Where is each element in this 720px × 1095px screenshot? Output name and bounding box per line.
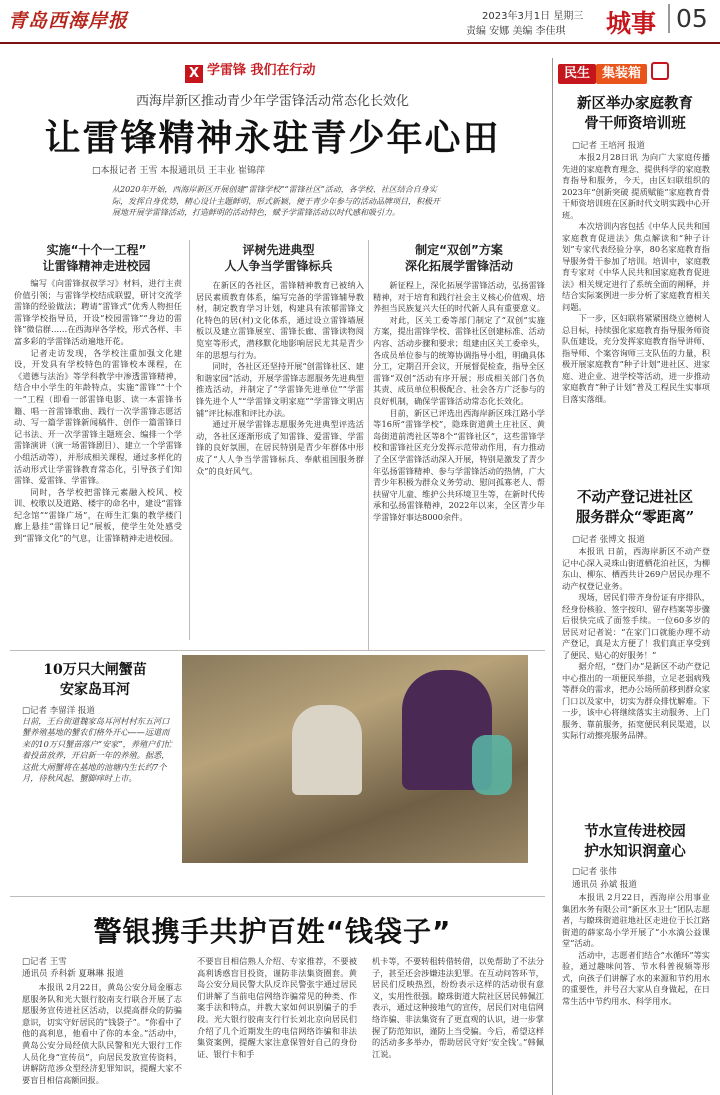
lead-subtitle: 西海岸新区推动青少年学雷锋活动常态化长效化 xyxy=(135,94,409,109)
crab-story-body: 日前，王台街道魏家岛耳河村村东五河口蟹养殖基地的蟹农们格外开心——远道而来的10万只蟹苗落户“安家”，养殖户们忙着投苗放养，开启新一年的养殖。据悉，这批大闸蟹将在基地的池塘内生长约7个月，待秋风起、蟹脚痒时上市。 xyxy=(22,716,172,784)
paragraph: 本报2月28日讯 为向广大家庭传播先进的家庭教育理念、提供科学的家庭教育指导和服务，今天，由区妇联组织的2023年“创新突破 提质赋能”家庭教育骨干师资培训班在区新时代文明实践中心开班。 xyxy=(562,152,710,220)
col3-body xyxy=(373,280,545,650)
sidebar-story2-body xyxy=(562,546,710,816)
section-divider xyxy=(10,896,545,897)
paragraph: 编写《向雷锋叔叔学习》材料，进行主责价值引领；与雷锋学校结成联盟，研讨交流学雷锋的经验做法；聘请“雷锋式”优秀人物担任雷锋学校指导员，开设“校园雷锋”“身边的雷锋”微信群……在西海岸各学校，形式各样、丰富多彩的学雷锋活动遍地开花。 xyxy=(14,278,182,346)
paragraph: 机卡等，不要转租转借转借，以免帮助了不法分子，甚至还会涉嫌违法犯罪。在互动问答环节，居民们反映热烈，纷纷表示这样的活动很有意义，实用性很强。瞭珠街道大院社区居民韩佩江表示，通过这种接地气的宣传，居民们对电信网络诈骗、非法集资有了更直观的认识，进一步掌握了防范知识，谨防上当受骗。今后，希望这样的活动多多举办，帮助居民守好‘安全钱’。”韩佩江说。 xyxy=(372,956,544,1059)
paragraph: 对此，区关工委等部门制定了“双创”实施方案，提出雷锋学校、雷锋社区创建标准、活动内容、活动步骤和要求；组建由区关工委牵头，各成员单位参与的统筹协调指导小组，明确具体分工，定期召开会议，开展督促检查，指导全区雷锋“双创”活动有序开展；形成相关部门各负其责、成员单位积极配合、社会各方广泛参与的良好机制，确保学雷锋活动常态化长效化。 xyxy=(373,314,545,406)
paragraph: 本报讯 日前，西海岸新区不动产登记中心深入灵珠山街道栖花泊社区，为柳东山、柳东、栖西共计269户居民办理不动产权登记业务。 xyxy=(562,546,710,591)
section-name: 城事 xyxy=(606,9,657,38)
campaign-x-icon: X xyxy=(185,65,203,83)
col1-heading: 实施“十个一工程” 让雷锋精神走进校园 xyxy=(42,243,151,273)
paragraph: 本报讯 2月22日，西海岸公用事业集团水务有限公司“新区水卫士”团队志愿者，与瞭珠街道驻地社区走进位于长江路街道的薛家岛小学开展了“小水滴公益课堂”活动。 xyxy=(562,892,710,948)
paragraph: 现场，居民们带齐身份证有序排队，经身份核验、签字按印、留存档案等步骤后很快完成了面签手续。一位60多岁的居民对记者说：“在家门口就能办理不动产登记，真是太方便了！我们真正享受到了便民、贴心的好服务！” xyxy=(562,592,710,660)
paragraph: 新征程上，深化拓展学雷锋活动，弘扬雷锋精神，对于培育和践行社会主义核心价值观、培养担当民族复兴大任的时代新人具有重要意义。 xyxy=(373,280,545,314)
crab-story-byline: □记者 李留洋 报道 xyxy=(22,706,95,716)
sidebar-story2-byline: □记者 张博文 报道 xyxy=(572,535,645,545)
column-divider xyxy=(189,240,190,640)
photo-person-left xyxy=(292,705,362,795)
page-number: 05 xyxy=(668,4,708,33)
paragraph: 通过开展学雷锋志愿服务先进典型评选活动，各社区逐渐形成了知雷锋、爱雷锋、学雷锋的良好氛围，在居民特别是青少年群体中形成了“人人争当学雷锋标兵、奉献祖国服务群众”的良好风气。 xyxy=(196,419,364,476)
paragraph: 本报讯 2月22日，黄岛公安分局金雁志愿服务队和光大银行胶南支行联合开展了志愿服务宣传进社区活动，以提高群众的防骗意识，切实守好居民的“钱袋子”。“你看中了他的高利息，他看中了你的本金。”活动中，黄岛公安分局经侦大队民警和光大银行工作人员化身“宣传员”，向居民发放宣传资料，讲解防范涉众型经济犯罪知识，提醒大家不要盲目相信高额回报。 xyxy=(22,982,182,1085)
lead-headline[interactable]: 让雷锋精神永驻青少年心田 xyxy=(44,118,501,159)
col2-heading: 评树先进典型 人人争当学雷锋标兵 xyxy=(224,243,333,273)
sidebar-story1-body xyxy=(562,152,710,482)
editors: 责编 安娜 美编 李佳琪 xyxy=(466,26,566,37)
crab-story-headline[interactable]: 10万只大闸蟹苗 安家岛耳河 xyxy=(43,662,147,698)
column-divider xyxy=(368,240,369,650)
sidebar-story2-headline[interactable]: 不动产登记进社区 服务群众“零距离” xyxy=(575,489,695,526)
lead-intro: 从2020年开始，西海岸新区开展创建“雷锋学校”“雷锋社区”活动，各学校、社区结合自身实际，发挥自身优势，精心设计主题鲜明、形式新颖、便于青少年参与的活动品牌项目，积极开展地开展学雷锋活动，打造鲜明的活动特色，赋予学雷锋活动以时代感和吸引力。 xyxy=(112,185,440,217)
paragraph: 同时，各社区还坚持开展“创雷锋社区、建和谐家园”活动，开展学雷锋志愿服务先进典型推选活动，并制定了“学雷锋先进单位”“学雷锋先进个人”“学雷锋文明家庭”“学雷锋文明店铺”评比标准和评比办法。 xyxy=(196,361,364,418)
bottom-col2 xyxy=(197,956,357,1092)
paragraph: 目前，新区已评选出西海岸新区珠江路小学等16所“雷锋学校”，隐珠街道黄土庄社区、黄岛街道前湾社区等8个“雷锋社区”，这些雷锋学校和雷锋社区充分发挥示范带动作用，有力推动了全区学雷锋活动深入开展，特别是激发了青少年弘扬雷锋精神、参与学雷锋活动的热情，广大青少年积极为群众义务劳动、慰问孤寡老人、帮扶留守儿童、维护公共环境卫生等，在新时代传承和弘扬雷锋精神，2022年以来，全区青少年学雷锋好事达8000余件。 xyxy=(373,407,545,522)
col3-heading: 制定“双创”方案 深化拓展学雷锋活动 xyxy=(404,243,513,273)
list-icon xyxy=(651,62,669,80)
paragraph: 在新区的各社区，雷锋精神教育已被纳入居民素质教育体系，编写完备的学雷锋辅导教材，制定教育学习计划，构建具有浓郁雷锋文化特色的居(村)文化体系，通过设立雷锋墙展板以及建立雷锋展室、雷锋长廊、雷锋读物阅览室等形式，潜移默化地影响居民尤其是青少年的思想与行为。 xyxy=(196,280,364,360)
paragraph: 本次培训内容包括《中华人民共和国家庭教育促进法》焦点解读和“种子计划”专家代表经验分享，80名家庭教育指导服务骨干参加了培训。培训中，家庭教育专家对《中华人民共和国家庭教育促进法》相关规定进行了系统全面的阐释，并结合实际案例进一步分析了家庭教育相关问题。 xyxy=(562,221,710,312)
issue-date: 2023年3月1日 星期三 xyxy=(482,11,584,22)
sidebar-divider xyxy=(552,58,553,1095)
sidebar-story3-body xyxy=(562,892,710,1092)
bottom-headline[interactable]: 警银携手共护百姓“钱袋子” xyxy=(93,915,452,948)
lead-byline: □本报记者 王雪 本报通讯员 王丰业 崔锦萍 xyxy=(92,166,265,176)
bottom-col1 xyxy=(22,982,182,1092)
lead-kicker xyxy=(185,62,375,82)
paragraph: 据介绍，“登门办”是新区不动产登记中心推出的一项便民举措，立足老弱病残等群众的需求，把办公场所前移到群众家门口以及家中，切实为群众排忧解难。下一步，该中心将继续落实主动服务、上门服务、靠前服务，拓宽便民利民渠道，以实际行动擦亮服务品牌。 xyxy=(562,661,710,740)
paragraph: 活动中，志愿者们结合“水循环”等实验，通过趣味问答、节水科普视频等形式，向孩子们讲解了水的来源和节约用水的重要性，并号召大家从自身做起，在日常生活中节约用水、科学用水。 xyxy=(562,949,710,1006)
bottom-byline: □记者 王雪 通讯员 乔科新 夏琳琳 报道 xyxy=(22,957,124,979)
col2-body xyxy=(196,280,364,630)
paragraph: 不要盲目相信熟人介绍、专家推荐，不要被高利诱惑盲目投资，谨防非法集资圈套。黄岛公安分局民警大队反诈民警张宇通过居民们讲解了当前电信网络诈骗常见的种类、作案手法和特点，并教大家如何识别骗子的手段。光大银行胶南支行行长刘北京向居民们介绍了几个近期发生的电信网络诈骗和非法集资案例，提醒大家注意保管好自己的身份证、银行卡和手 xyxy=(197,956,357,1059)
news-photo[interactable] xyxy=(182,655,528,863)
sidebar-badge-right: 集装箱 xyxy=(596,64,647,84)
sidebar-story3-headline[interactable]: 节水宣传进校园 护水知识润童心 xyxy=(584,823,686,860)
section-divider xyxy=(10,650,545,651)
sidebar-header xyxy=(558,62,708,84)
paper-name: 青岛西海岸报 xyxy=(8,10,129,32)
sidebar-story3-byline: □记者 张伟 通讯员 孙斌 报道 xyxy=(572,867,637,890)
kicker-text: 学雷锋 我们在行动 xyxy=(207,63,316,78)
photo-bag xyxy=(472,735,512,795)
masthead xyxy=(0,0,720,44)
sidebar-story1-headline[interactable]: 新区举办家庭教育 骨干师资培训班 xyxy=(577,95,693,132)
sidebar-badge-left: 民生 xyxy=(558,64,596,84)
bottom-col3 xyxy=(372,956,544,1092)
paragraph: 同时，各学校把雷锋元素融入校风、校训、校歌以及道路、楼宇的命名中，建设“雷锋纪念馆”“雷锋广场”，在师生汇集的教学楼门廊上悬挂“雷锋日记”展板，使学生处处感受到“雷锋文化”的气息，让雷锋精神走进校园。 xyxy=(14,486,182,544)
paragraph: 记者走访发现，各学校注重加强文化建设，开发具有学校特色的雷锋校本课程，在《道德与法治》等学科教学中渗透雷锋精神，结合中小学生的年龄特点，实施“雷锋”“十个一”工程（即看一部雷锋电影、读一本雷锋书籍、唱一首雷锋歌曲、践行一次学雷锋志愿活动、写一篇学雷锋新闻稿件、创作一篇雷锋日记书法、开一次学雷锋主题班会、编排一个学雷锋演讲（演一场雷锋剧目）、建立一个学雷锋小组活动等），并形成相关课程，通过多样化的活动形式让学雷锋教育常态化，引导孩子们知雷锋、爱雷锋、学雷锋。 xyxy=(14,347,182,486)
paragraph: 下一步，区妇联将紧紧围绕立德树人总目标，持续强化家庭教育指导服务师资队伍建设，充分发挥家庭教育指导讲师、指导师、个案咨询师三支队伍的力量，积极开展家庭教育“种子计划”进社区、进家庭、进企业、进学校等活动，进一步推动家庭教育“种子计划”普及工程民生实事项目落实落细。 xyxy=(562,313,710,404)
sidebar-story1-byline: □记者 王培河 报道 xyxy=(572,141,645,151)
col1-body xyxy=(14,278,182,638)
